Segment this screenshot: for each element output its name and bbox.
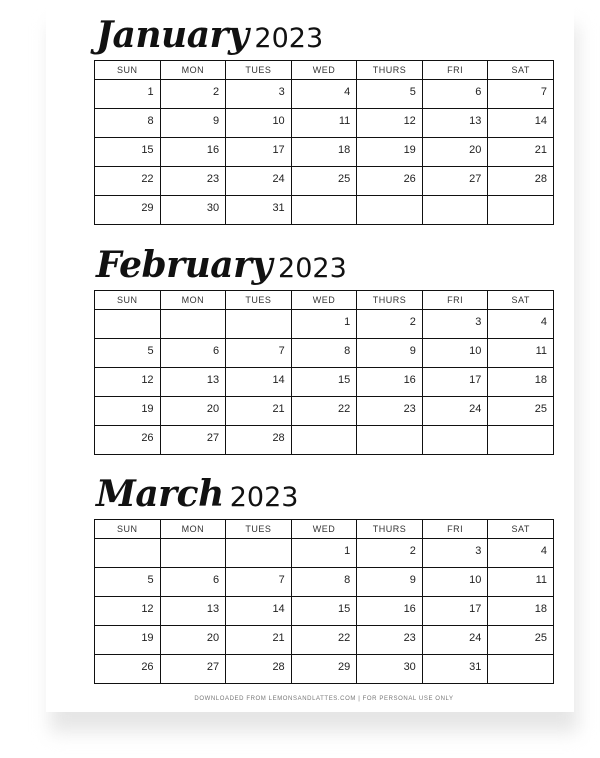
day-cell (160, 539, 226, 568)
weekday-header-row (95, 291, 554, 310)
day-cell (226, 539, 292, 568)
calendar-grid (94, 60, 554, 225)
day-cell: 22 (291, 626, 357, 655)
month-name (96, 473, 298, 515)
day-cell: 7 (488, 80, 554, 109)
month-name (96, 14, 323, 56)
month-year: 2023 (278, 253, 347, 284)
day-cell: 14 (226, 597, 292, 626)
day-cell: 9 (357, 339, 423, 368)
week-row (95, 626, 554, 655)
day-cell: 3 (422, 310, 488, 339)
week-row (95, 339, 554, 368)
week-row (95, 109, 554, 138)
weekday-header: TUES (226, 291, 292, 310)
day-cell: 13 (160, 597, 226, 626)
week-row (95, 539, 554, 568)
month-year: 2023 (254, 23, 324, 54)
day-cell: 23 (160, 167, 226, 196)
day-cell: 9 (160, 109, 226, 138)
day-cell: 26 (357, 167, 423, 196)
weekday-header: MON (160, 61, 226, 80)
week-row (95, 138, 554, 167)
day-cell: 11 (488, 568, 554, 597)
day-cell: 25 (488, 626, 554, 655)
week-row (95, 310, 554, 339)
day-cell (95, 539, 161, 568)
day-cell (488, 655, 554, 684)
day-cell: 8 (291, 339, 357, 368)
day-cell: 30 (160, 196, 226, 225)
weekday-header: MON (160, 291, 226, 310)
day-cell: 24 (422, 397, 488, 426)
week-row (95, 568, 554, 597)
day-cell: 13 (422, 109, 488, 138)
weekday-header: WED (291, 291, 357, 310)
day-cell: 10 (422, 339, 488, 368)
day-cell: 2 (160, 80, 226, 109)
day-cell: 23 (357, 626, 423, 655)
day-cell: 10 (422, 568, 488, 597)
month-title (94, 459, 554, 519)
day-cell: 24 (226, 167, 292, 196)
day-cell: 7 (226, 339, 292, 368)
day-cell: 29 (291, 655, 357, 684)
day-cell: 17 (226, 138, 292, 167)
day-cell: 12 (95, 597, 161, 626)
weekday-header: WED (291, 61, 357, 80)
calendar-grid (94, 290, 554, 455)
day-cell (488, 196, 554, 225)
day-cell: 17 (422, 368, 488, 397)
day-cell: 6 (422, 80, 488, 109)
day-cell: 12 (357, 109, 423, 138)
day-cell: 22 (95, 167, 161, 196)
weekday-header-row (95, 61, 554, 80)
weekday-header: SUN (95, 291, 161, 310)
day-cell: 21 (226, 397, 292, 426)
month-march (94, 459, 554, 684)
weekday-header: TUES (226, 520, 292, 539)
weekday-header: FRI (422, 61, 488, 80)
day-cell: 5 (95, 568, 161, 597)
weekday-header: SAT (488, 291, 554, 310)
day-cell: 4 (488, 539, 554, 568)
week-row (95, 426, 554, 455)
day-cell (160, 310, 226, 339)
month-name-text: January (96, 14, 249, 56)
day-cell: 10 (226, 109, 292, 138)
day-cell: 1 (291, 539, 357, 568)
day-cell: 11 (488, 339, 554, 368)
day-cell: 15 (291, 368, 357, 397)
day-cell: 15 (95, 138, 161, 167)
day-cell: 31 (226, 196, 292, 225)
week-row (95, 655, 554, 684)
week-row (95, 80, 554, 109)
day-cell: 14 (488, 109, 554, 138)
month-february (94, 230, 554, 455)
day-cell: 1 (291, 310, 357, 339)
day-cell: 25 (488, 397, 554, 426)
week-row (95, 368, 554, 397)
month-name (96, 244, 347, 286)
weekday-header: THURS (357, 291, 423, 310)
day-cell: 19 (95, 626, 161, 655)
day-cell: 1 (95, 80, 161, 109)
day-cell: 4 (488, 310, 554, 339)
day-cell: 9 (357, 568, 423, 597)
month-year: 2023 (229, 482, 299, 513)
day-cell: 28 (226, 655, 292, 684)
weekday-header: THURS (357, 61, 423, 80)
day-cell: 16 (160, 138, 226, 167)
day-cell (291, 196, 357, 225)
day-cell: 18 (291, 138, 357, 167)
weekday-header: WED (291, 520, 357, 539)
day-cell (357, 426, 423, 455)
week-row (95, 196, 554, 225)
day-cell: 23 (357, 397, 423, 426)
day-cell: 28 (226, 426, 292, 455)
day-cell: 15 (291, 597, 357, 626)
day-cell: 28 (488, 167, 554, 196)
month-name-text: February (96, 244, 273, 286)
week-row (95, 597, 554, 626)
day-cell: 14 (226, 368, 292, 397)
day-cell: 20 (160, 397, 226, 426)
day-cell: 25 (291, 167, 357, 196)
weekday-header: SAT (488, 61, 554, 80)
day-cell: 19 (357, 138, 423, 167)
day-cell: 26 (95, 426, 161, 455)
week-row (95, 167, 554, 196)
day-cell (291, 426, 357, 455)
month-name-text: March (96, 473, 224, 515)
day-cell: 22 (291, 397, 357, 426)
day-cell: 18 (488, 368, 554, 397)
month-title (94, 230, 554, 290)
calendar-grid (94, 519, 554, 684)
day-cell: 30 (357, 655, 423, 684)
day-cell: 24 (422, 626, 488, 655)
day-cell: 20 (160, 626, 226, 655)
day-cell: 2 (357, 539, 423, 568)
day-cell: 20 (422, 138, 488, 167)
weekday-header: FRI (422, 520, 488, 539)
day-cell: 4 (291, 80, 357, 109)
weekday-header: TUES (226, 61, 292, 80)
day-cell: 21 (226, 626, 292, 655)
week-row (95, 397, 554, 426)
day-cell: 18 (488, 597, 554, 626)
day-cell (422, 426, 488, 455)
day-cell: 11 (291, 109, 357, 138)
month-title (94, 0, 554, 60)
weekday-header: SUN (95, 61, 161, 80)
day-cell: 31 (422, 655, 488, 684)
day-cell: 16 (357, 368, 423, 397)
day-cell (226, 310, 292, 339)
day-cell: 16 (357, 597, 423, 626)
day-cell: 26 (95, 655, 161, 684)
day-cell: 27 (422, 167, 488, 196)
day-cell: 27 (160, 655, 226, 684)
month-january (94, 0, 554, 225)
day-cell: 5 (357, 80, 423, 109)
day-cell: 5 (95, 339, 161, 368)
day-cell: 17 (422, 597, 488, 626)
footer-note: DOWNLOADED FROM LEMONSANDLATTES.COM | FOR PERSONAL USE ONLY (194, 696, 454, 702)
day-cell (357, 196, 423, 225)
day-cell: 29 (95, 196, 161, 225)
day-cell: 13 (160, 368, 226, 397)
weekday-header: SUN (95, 520, 161, 539)
day-cell: 8 (291, 568, 357, 597)
day-cell (422, 196, 488, 225)
weekday-header: FRI (422, 291, 488, 310)
day-cell (95, 310, 161, 339)
weekday-header: SAT (488, 520, 554, 539)
day-cell (488, 426, 554, 455)
day-cell: 12 (95, 368, 161, 397)
day-cell: 6 (160, 568, 226, 597)
day-cell: 27 (160, 426, 226, 455)
day-cell: 8 (95, 109, 161, 138)
weekday-header: MON (160, 520, 226, 539)
weekday-header-row (95, 520, 554, 539)
day-cell: 3 (226, 80, 292, 109)
day-cell: 21 (488, 138, 554, 167)
day-cell: 19 (95, 397, 161, 426)
day-cell: 6 (160, 339, 226, 368)
day-cell: 7 (226, 568, 292, 597)
weekday-header: THURS (357, 520, 423, 539)
day-cell: 3 (422, 539, 488, 568)
day-cell: 2 (357, 310, 423, 339)
